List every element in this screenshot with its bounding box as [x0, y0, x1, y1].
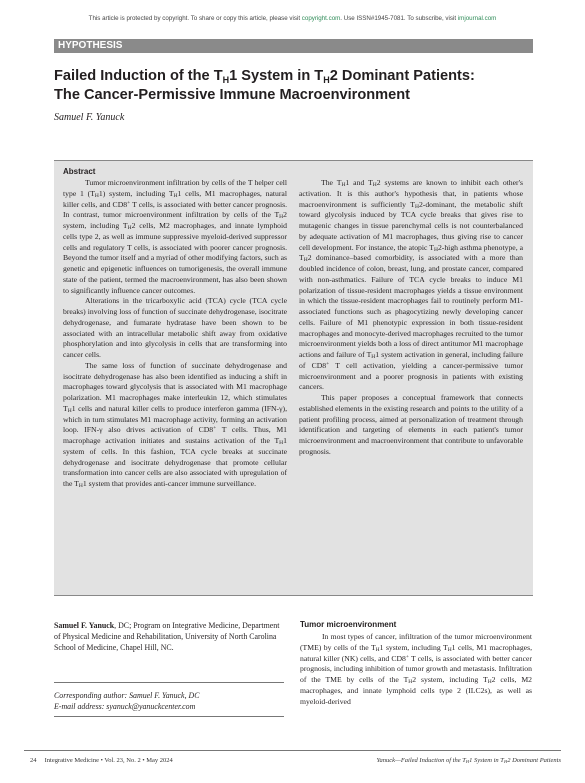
article-title [54, 67, 539, 105]
title-text: 2 Dominant Patients: [329, 68, 475, 84]
abstract-paragraph-2: Alterations in the tricarboxylic acid (TCA) cycle (TCA cycle breaks) involving loss of function of succinate dehydrogenase, isocitrate dehydrogenase, and fumarate hydratase have been shown to be associated with an intracellular metabolic shift away from oxidative phosphorylation and into glycolysis in cells that are transforming into cancer cells. [63, 296, 287, 359]
abstract-column-right [299, 178, 523, 458]
contact-divider [54, 716, 284, 717]
abstract-heading: Abstract [63, 167, 96, 176]
title-text: Failed Induction of the T [54, 68, 223, 84]
title-text: 1 System in T [229, 68, 324, 84]
title-subscript: H [222, 75, 230, 85]
abstract-paragraph-5: This paper proposes a conceptual framework that connects established elements in the existing research and points to the utility of a patient profiling process, aimed at personalization of treatment through identification and targeting of elements in each patient's tumor microenvironment and macroenvironment that contribute to unfavorable prognosis. [299, 393, 523, 456]
title-subscript: H [323, 75, 330, 85]
footer-divider [24, 750, 561, 751]
copyright-notice [0, 15, 585, 22]
section-label: HYPOTHESIS [54, 39, 533, 53]
running-title: Yanuck—Failed Induction of the $T_H1$ System in $T_H2$ Dominant Patients [376, 757, 561, 764]
abstract-paragraph-4: The $T_H1$ and $T_H2$ systems are known to inhibit each other's activation. It is this author's hypothesis that, in patients whose macroenvironment is sufficiently $T_H2$-dominant, the metabolic shift toward glycolysis induced by TCA cycle breaks that gives rise to mutagenic changes in tissue parenchymal cells is not counterbalanced by adequate activation of M1 macrophages, thus giving rise to cancer cell development. For instance, the atopic $T_H2$-high asthma phenotype, a $T_H2$ dominance–based comorbidity, is associated with a more than doubled incidence of colon, breast, lung, and prostate cancer, compared with non-asthmatics. Failure of TCA cycle breaks to induce M1 polarization of tissue-resident macrophages yields a tissue environment in which the tissue-resident macrophages fail to routinely perform M1-associated functions such as phagocytizing newly developing cancer cells. Failure of M1 phenotypic expression in both tissue-resident macrophages and monocyte-derived macrophages recruited to the tumor microenvironment yields both a loss of direct antitumor M1 macrophage actions and failure of $T_H1$ system activation in general, including failure of CD8+ T cell activation, yielding a cancer-permissive tumor microenvironment and a poorer prognosis in patients with existing cancers. [299, 178, 523, 392]
abstract-box [54, 160, 533, 596]
page-number: 24 [30, 757, 37, 764]
corresponding-author: Corresponding author: Samuel F. Yanuck, DC [54, 691, 200, 700]
affiliation-credential: , DC; [114, 621, 132, 630]
abstract-column-left [63, 178, 287, 490]
email-address[interactable]: E-mail address: syanuck@yanuckcenter.com [54, 702, 196, 712]
body-column-right [300, 632, 532, 707]
abstract-paragraph-1: Tumor microenvironment infiltration by cells of the T helper cell type 1 $(T_H1)$ system, including $T_H1$ cells, M1 macrophages, natural killer cells, and CD8+ T cells, is associated with better cancer prognosis. In contrast, tumor microenvironment infiltration by cells of the $T_H2$ system, including $T_H2$ cells, M2 macrophages, and innate lymphoid cells type 2, as well as immune suppressive myeloid-derived suppressor cells and regulatory T cells, is associated with poorer cancer prognosis. Beyond the tumor itself and a myriad of other modifying factors, such as genetic and epigenetic influences on tumorigenesis, the overall immune state of the patient, termed the macroenvironment, has also been shown to significantly influence cancer outcomes. [63, 178, 288, 295]
title-line-2: The Cancer-Permissive Immune Macroenvironment [54, 87, 411, 103]
section-heading: Tumor microenvironment [300, 620, 397, 629]
issn-text: . Use ISSN#1945-7081. To subscribe, visit [340, 15, 458, 22]
copyright-text: This article is protected by copyright. To share or copy this article, please visit [88, 15, 302, 22]
journal-info: Integrative Medicine • Vol. 23, No. 2 • May 2024 [44, 757, 173, 764]
author-byline: Samuel F. Yanuck [54, 112, 125, 123]
author-affiliation [54, 620, 284, 654]
subscribe-link[interactable]: imjournal.com [457, 15, 497, 22]
affiliation-name: Samuel F. Yanuck [54, 621, 115, 630]
footer-left [30, 757, 173, 764]
copyright-link[interactable]: copyright.com [301, 15, 341, 22]
affiliation-divider [54, 682, 284, 683]
abstract-paragraph-3: The same loss of function of succinate dehydrogenase and isocitrate dehydrogenase has also been identified as inducing a shift in macrophages toward glycolysis that is associated with M1 macrophage polarization. M1 macrophages make interleukin 12, which stimulates $T_H1$ cells and natural killer cells to produce interferon gamma (IFN-γ), which in turn stimulates M1 macrophage activity, forming an activation loop. IFN-γ also drives activation of CD8+ T cells. Thus, M1 macrophage activation initiates and sustains activation of the $T_H1$ system of cells. In this fashion, TCA cycle breaks at succinate dehydrogenase and isocitrate dehydrogenase that promote cellular transformation into cancer cells are also associated with upregulation of the $T_H1$ system that provides anti-cancer immune surveillance. [63, 360, 288, 489]
contact-block [54, 690, 284, 712]
affiliation-text: Program on Integrative Medicine, Department of Physical Medicine and Rehabilitation, University of North Carolina School of Medicine, Chapel Hill, NC. [54, 621, 280, 653]
body-paragraph: In most types of cancer, infiltration of the tumor microenvironment (TME) by cells of the $T_H1$ system, including $T_H1$ cells, M1 macrophages, natural killer (NK) cells, and CD8+ T cells, is associated with better cancer prognosis, including inhibition of tumor growth and metastasis. Infiltration of the TME by cells of the $T_H2$ system, including $T_H2$ cells, M2 macrophages, and innate lymphoid cells type 2 (ILC2s), as well as myeloid-derived [300, 632, 533, 706]
